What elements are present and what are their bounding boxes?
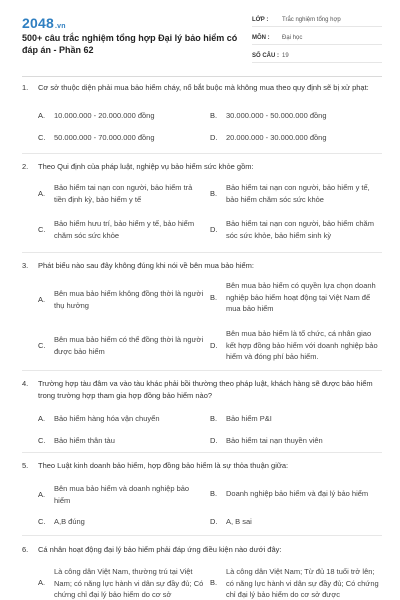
option-text: Doanh nghiệp bảo hiểm và đại lý bảo hiểm [226, 489, 369, 498]
option-letter: B. [210, 189, 218, 198]
option-d[interactable] [210, 328, 382, 363]
option-letter: B. [210, 111, 218, 121]
option-a[interactable] [38, 483, 206, 506]
option-b[interactable] [210, 280, 382, 315]
question-text: Trường hợp tàu đâm va vào tàu khác phải bồi thường theo pháp luật, khách hàng sẽ được bảo hiểm trong trường hợp tham gia hợp đồng bảo hiểm nào? [38, 379, 373, 400]
meta-row-class [252, 14, 382, 27]
option-c[interactable] [38, 218, 206, 241]
question-text: Cơ sở thuộc diện phải mua bảo hiểm cháy, nổ bắt buộc mà không mua theo quy định sẽ bị xử phạt: [38, 83, 369, 92]
option-letter: A. [38, 490, 46, 499]
meta-row-count [252, 50, 382, 63]
header-divider [22, 76, 382, 77]
option-letter: A. [38, 111, 46, 121]
option-letter: D. [210, 225, 218, 234]
option-text: Bảo hiểm tai nạn con người, bảo hiểm y tế, bảo hiểm chăm sóc sức khỏe [226, 183, 370, 204]
option-a[interactable] [38, 413, 208, 425]
option-text: Bên mua bảo hiểm có thể đồng thời là người được bảo hiểm [54, 335, 204, 356]
option-c[interactable] [38, 132, 208, 144]
option-text: 20.000.000 - 30.000.000 đồng [226, 133, 327, 142]
question-number: 3. [22, 261, 29, 270]
option-text: 50.000.000 - 70.000.000 đồng [54, 133, 155, 142]
option-text: Bên mua bảo hiểm và doanh nghiệp bảo hiểm [54, 484, 190, 505]
option-d[interactable] [210, 516, 382, 528]
option-text: Bảo hiểm thân tàu [54, 436, 115, 445]
option-text: Bảo hiểm tai nạn thuyền viên [226, 436, 323, 445]
question-number: 1. [22, 83, 29, 92]
question-separator [22, 153, 382, 154]
site-logo[interactable] [22, 15, 66, 31]
question-separator [22, 252, 382, 253]
option-b[interactable] [210, 413, 382, 425]
option-d[interactable] [210, 218, 382, 241]
option-letter: D. [210, 436, 218, 446]
question-text: Cá nhân hoạt động đại lý bảo hiểm phải đáp ứng điều kiện nào dưới đây: [38, 545, 282, 554]
question-text: Phát biểu nào sau đây không đúng khi nói về bên mua bảo hiểm: [38, 261, 254, 270]
option-b[interactable] [210, 182, 382, 205]
question-number: 6. [22, 545, 29, 554]
option-d[interactable] [210, 132, 382, 144]
question-separator [22, 535, 382, 536]
option-letter: D. [210, 517, 218, 527]
option-a[interactable] [38, 288, 206, 311]
meta-key: SỐ CÂU : [252, 53, 279, 59]
option-c[interactable] [38, 334, 206, 357]
meta-key: MÔN : [252, 35, 270, 41]
logo-main: 2048 [22, 15, 54, 31]
option-text: Bảo hiểm hàng hóa vận chuyển [54, 414, 160, 423]
meta-value: Đại học [282, 35, 303, 41]
question-separator [22, 452, 382, 453]
option-c[interactable] [38, 516, 206, 528]
option-text: 30.000.000 - 50.000.000 đồng [226, 111, 327, 120]
meta-row-subject [252, 32, 382, 45]
option-text: Bên mua bảo hiểm có quyền lựa chọn doanh nghiệp bảo hiểm hoạt động tại Việt Nam để mua bảo hiểm [226, 281, 376, 313]
question-text: Theo Qui định của pháp luật, nghiệp vụ bảo hiểm sức khỏe gồm: [38, 162, 254, 171]
option-letter: B. [210, 414, 218, 424]
option-text: Bên mua bảo hiểm là tổ chức, cá nhân giao kết hợp đồng bảo hiểm với doanh nghiệp bảo hiểm và đóng phí bảo hiểm. [226, 329, 378, 361]
option-a[interactable] [38, 110, 208, 122]
option-letter: B. [210, 292, 218, 302]
option-letter: C. [38, 133, 46, 143]
meta-value: Trắc nghiệm tổng hợp [282, 17, 341, 23]
option-letter: C. [38, 436, 46, 446]
option-letter: B. [210, 578, 218, 587]
question-separator [22, 370, 382, 371]
option-text: A,B đúng [54, 517, 85, 526]
meta-key: LỚP : [252, 17, 269, 23]
option-c[interactable] [38, 435, 208, 447]
question-number: 4. [22, 379, 29, 388]
question-text: Theo Luật kinh doanh bảo hiểm, hợp đồng bảo hiểm là sự thỏa thuận giữa: [38, 461, 289, 470]
option-text: Bảo hiểm tai nạn con người, bảo hiểm trả tiền định kỳ, bảo hiểm y tế [54, 183, 193, 204]
logo-suffix: .vn [54, 23, 66, 30]
option-letter: D. [210, 340, 218, 350]
option-letter: A. [38, 578, 46, 587]
meta-value: 19 [282, 53, 289, 59]
question-number: 5. [22, 461, 29, 470]
document-header [0, 0, 400, 78]
option-b[interactable] [210, 488, 382, 500]
option-text: Bên mua bảo hiểm không đồng thời là người thụ hưởng [54, 289, 204, 310]
document-title: 500+ câu trắc nghiệm tổng hợp Đại lý bảo hiểm có đáp án - Phần 62 [22, 33, 238, 55]
option-letter: C. [38, 517, 46, 527]
option-letter: D. [210, 133, 218, 143]
option-text: Bảo hiểm hưu trí, bảo hiểm y tế, bảo hiểm chăm sóc sức khỏe [54, 219, 195, 240]
option-letter: C. [38, 225, 46, 234]
option-text: Bảo hiểm tai nạn con người, bảo hiểm chăm sóc sức khỏe, bảo hiểm sinh kỳ [226, 219, 374, 240]
document-meta [252, 14, 382, 68]
option-letter: A. [38, 414, 46, 424]
option-text: A, B sai [226, 517, 252, 526]
option-letter: B. [210, 489, 218, 499]
option-b[interactable] [210, 566, 382, 600]
option-d[interactable] [210, 435, 382, 447]
option-letter: A. [38, 189, 46, 198]
option-a[interactable] [38, 566, 206, 600]
option-text: Là công dân Việt Nam, thường trú tại Việt Nam; có năng lực hành vi dân sự đầy đủ; Có chứng chỉ đại lý bảo hiểm do cơ sở [54, 567, 204, 599]
option-text: Là công dân Việt Nam; Từ đủ 18 tuổi trở lên; có năng lực hành vi dân sự đầy đủ; Có chứng chỉ đại lý bảo hiểm do cơ sở được [226, 567, 379, 599]
option-b[interactable] [210, 110, 382, 122]
option-a[interactable] [38, 182, 206, 205]
question-number: 2. [22, 162, 29, 171]
option-text: 10.000.000 - 20.000.000 đồng [54, 111, 155, 120]
option-letter: A. [38, 295, 46, 304]
option-text: Bảo hiểm P&I [226, 414, 272, 423]
option-letter: C. [38, 341, 46, 350]
